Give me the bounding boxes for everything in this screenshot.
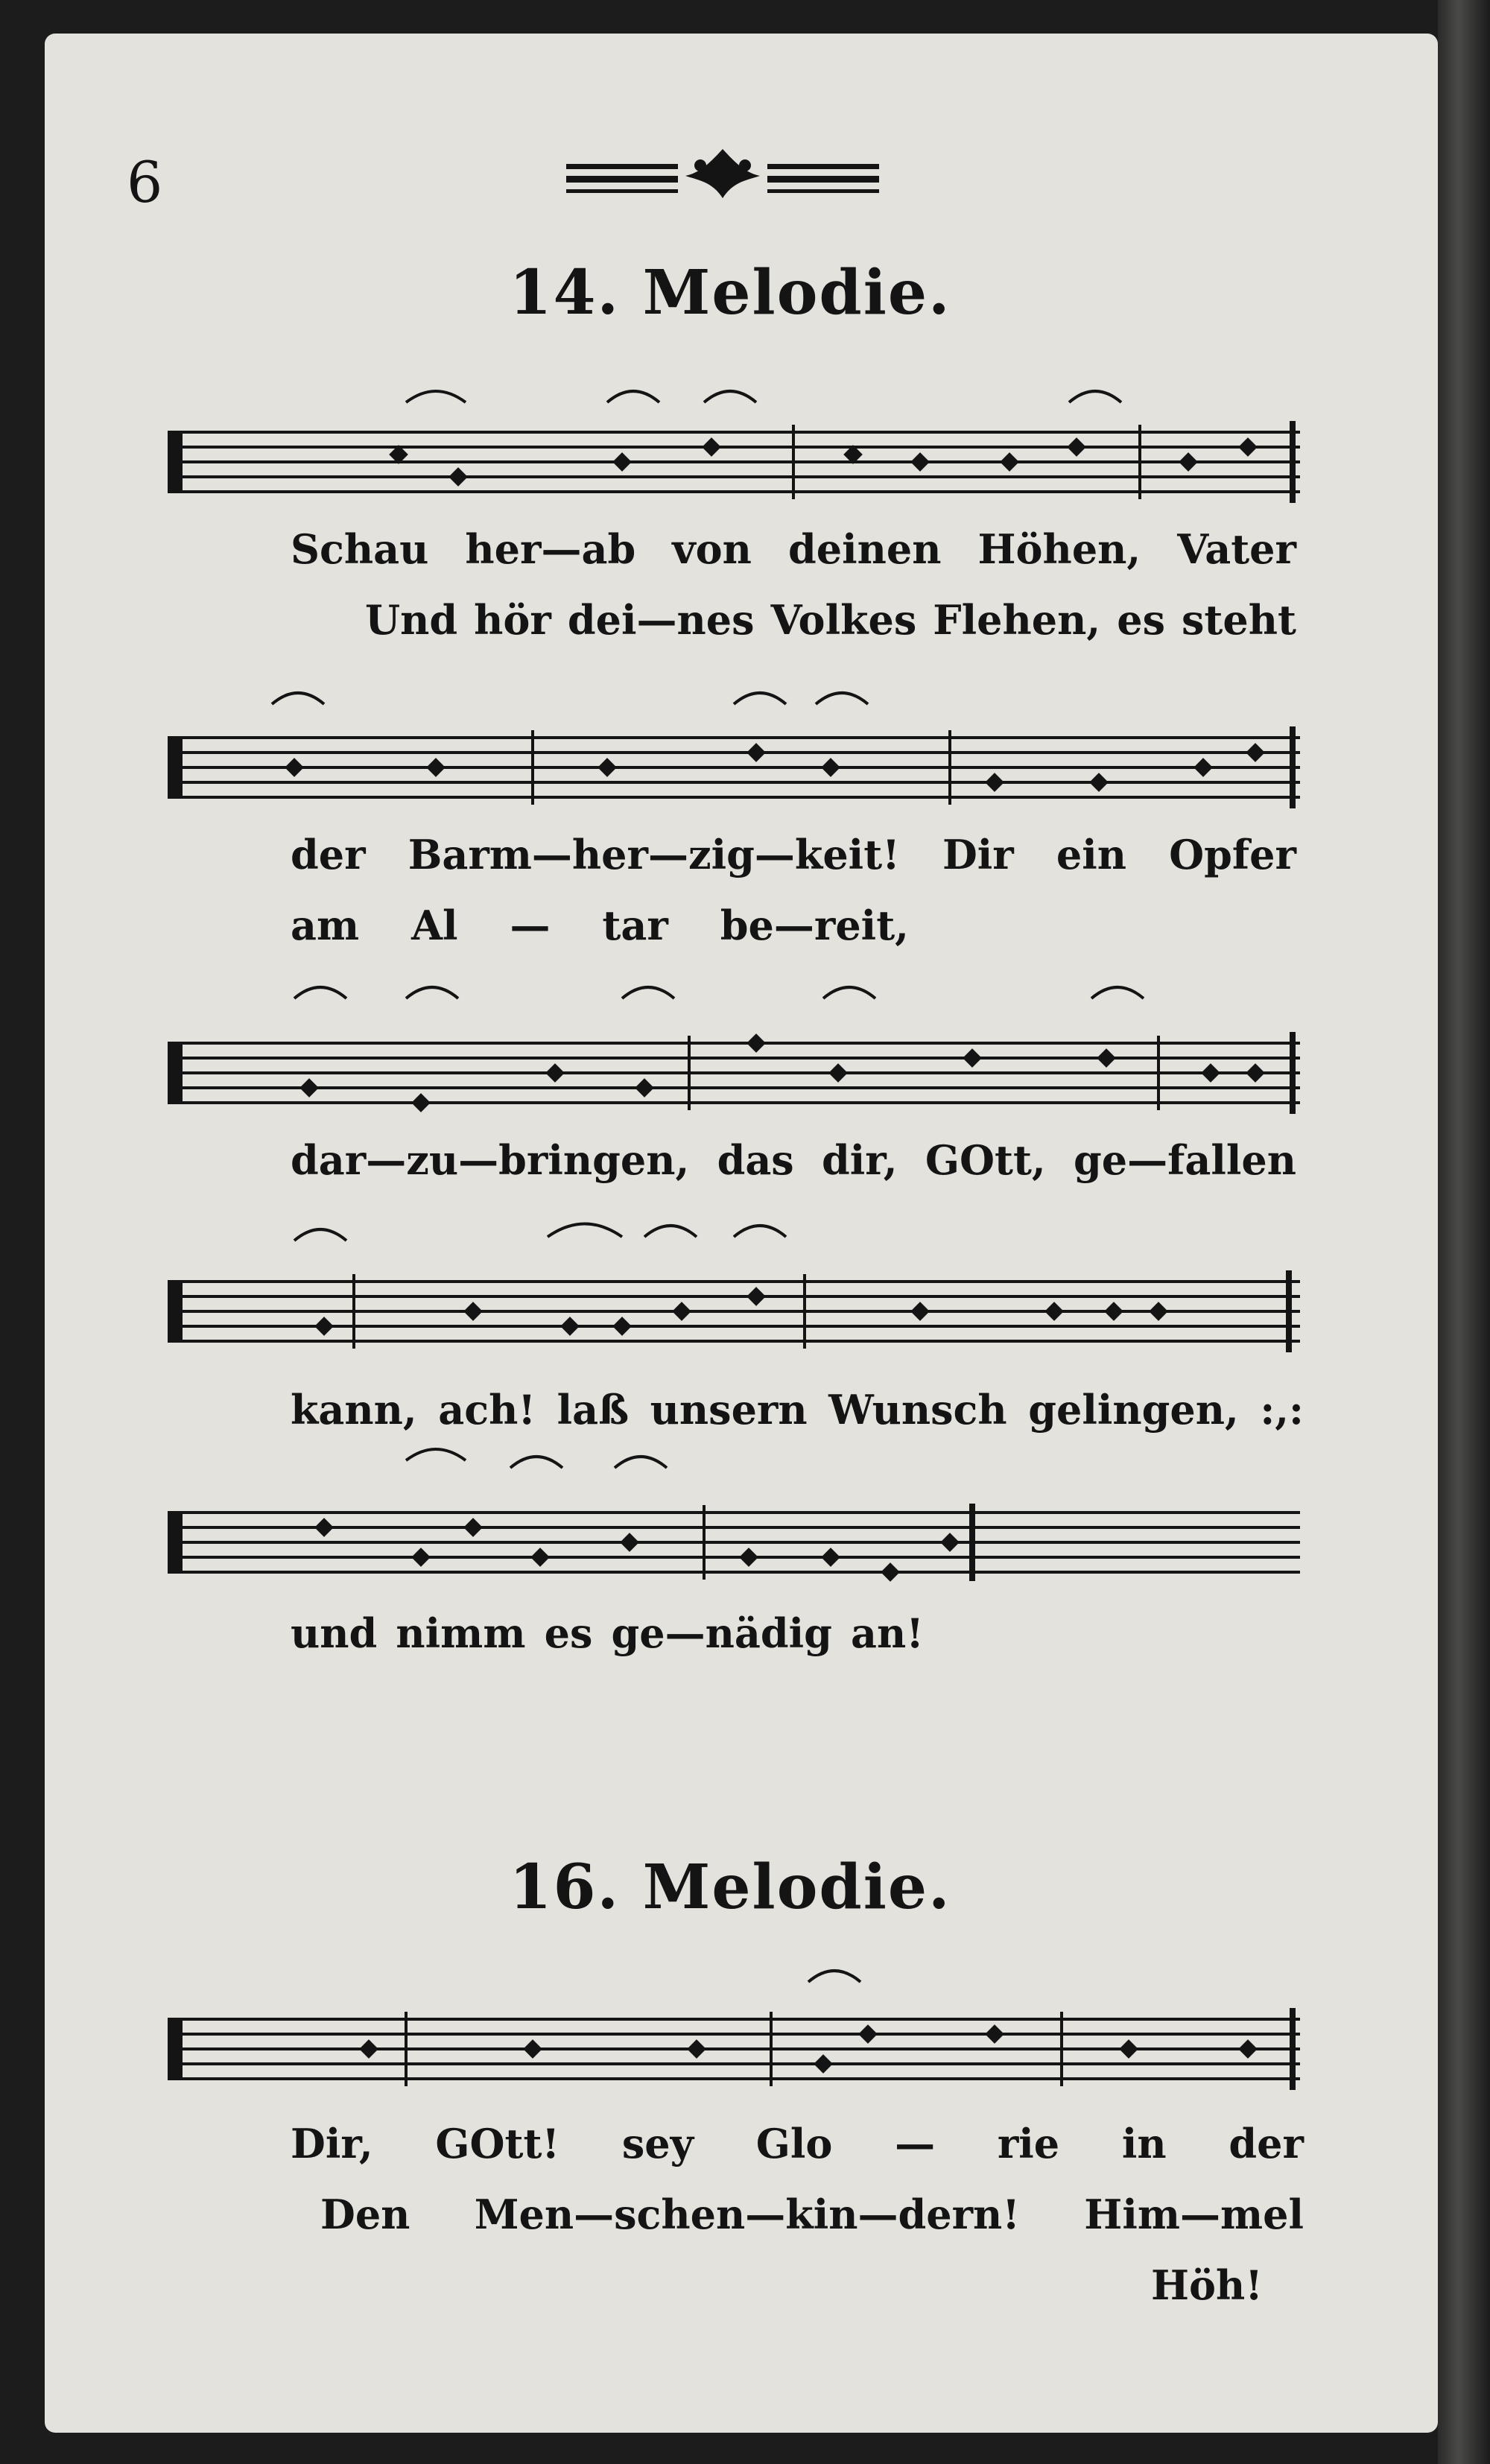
page-number: 6 (127, 149, 163, 215)
section-heading-14: 14. Melodie. (509, 257, 951, 329)
book-spine (1438, 0, 1490, 2464)
lyric-line-4: am Al — tar be—reit, (291, 902, 909, 949)
music-staff-2 (168, 671, 1300, 834)
section-heading-16: 16. Melodie. (509, 1852, 951, 1923)
lyric-line-5: dar—zu—bringen, das dir, GOtt, ge—fallen (291, 1136, 1296, 1184)
lyric-line-10: Höh! (1151, 2261, 1264, 2309)
lyric-line-3: der Barm—her—zig—keit! Dir ein Opfer (291, 831, 1296, 878)
music-staff-3 (168, 969, 1300, 1140)
lyric-line-6: kann, ach! laß unsern Wunsch gelingen, :,: (291, 1386, 1304, 1434)
lyric-line-1: Schau her—ab von deinen Höhen, Vater (291, 525, 1296, 573)
music-staff-1 (168, 380, 1300, 529)
lyric-line-2: Und hör dei—nes Volkes Flehen, es steht (365, 596, 1296, 644)
lyric-line-9: Den Men—schen—kin—dern! Him—mel (320, 2191, 1304, 2238)
music-staff-6 (168, 1952, 1300, 2116)
fleuron-ornament (566, 143, 879, 210)
lyric-line-8: Dir, GOtt! sey Glo — rie in der (291, 2120, 1304, 2167)
music-staff-5 (168, 1445, 1300, 1609)
lyric-line-7: und nimm es ge—nädig an! (291, 1609, 924, 1657)
music-staff-4 (168, 1207, 1300, 1378)
